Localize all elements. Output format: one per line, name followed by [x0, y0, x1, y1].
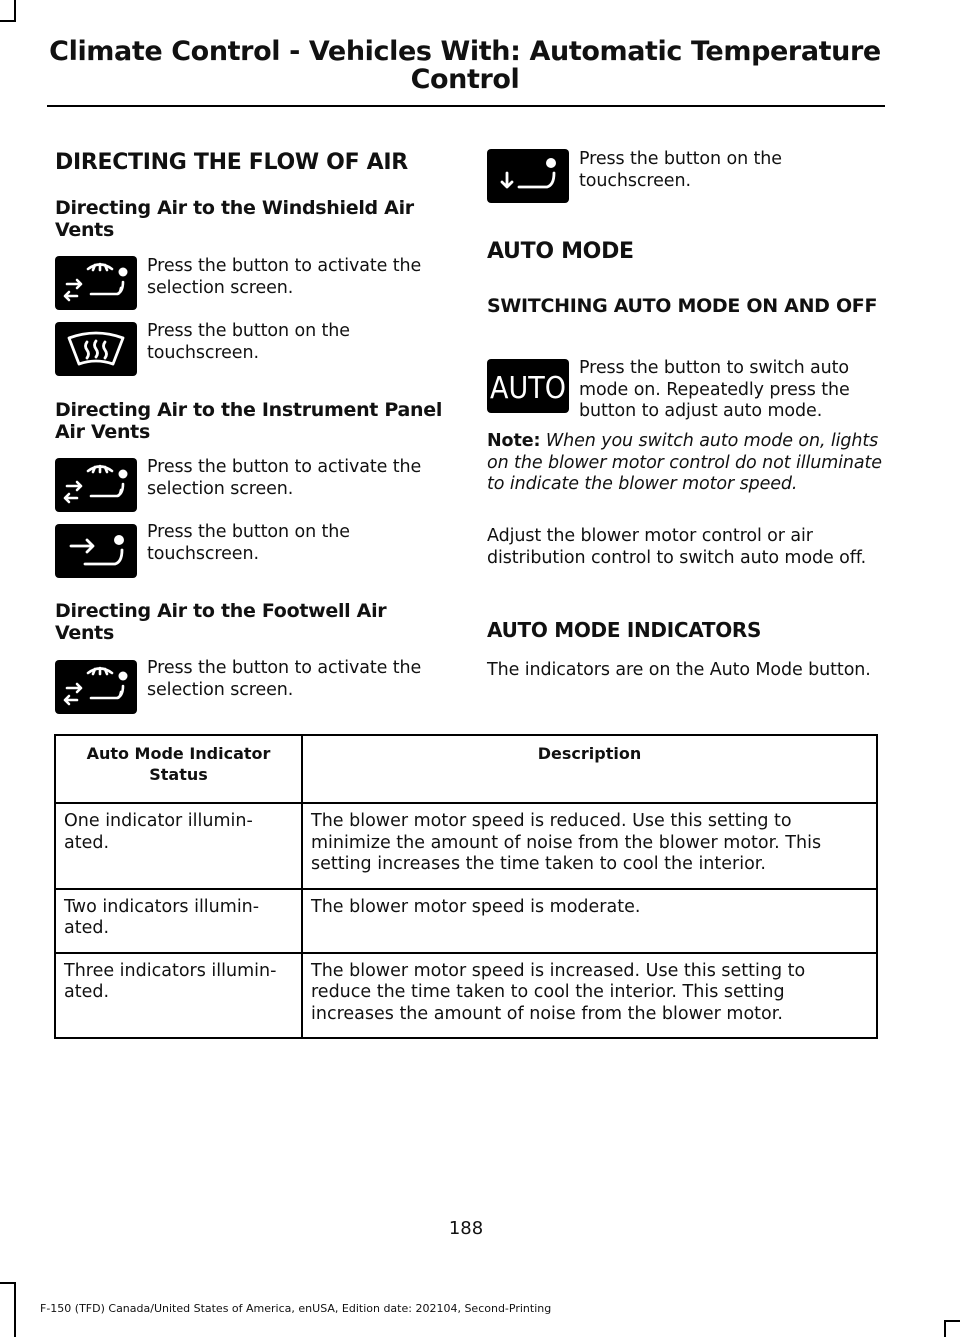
table-row	[55, 889, 877, 953]
heading-switching-auto-mode: SWITCHING AUTO MODE ON AND OFF	[487, 295, 878, 317]
auto-mode-indicator-table	[54, 734, 878, 1039]
table-header-row	[55, 735, 877, 803]
note-text: When you switch auto mode on, lights on the blower motor control do not illuminate to indicate the blower motor speed.	[487, 431, 882, 494]
panel-step-1: Press the button to activate the selection screen.	[147, 457, 422, 499]
table-row	[55, 803, 877, 889]
crop-mark	[14, 1282, 16, 1337]
section-title-auto-mode: AUTO MODE	[487, 239, 634, 264]
auto-mode-step: Press the button to switch auto mode on. Repeatedly press the button to adjust auto mode.	[579, 358, 850, 421]
panel-step-2: Press the button on the touchscreen.	[147, 522, 350, 564]
note-label: Note:	[487, 431, 541, 451]
heading-panel-vents: Directing Air to the Instrument Panel Air Vents	[55, 399, 443, 443]
crop-mark	[944, 1320, 960, 1322]
windshield-step-2: Press the button on the touchscreen.	[147, 321, 350, 363]
status-cell: One indicator illumin-ated.	[55, 803, 302, 889]
footwell-step-1: Press the button to activate the selection screen.	[147, 658, 422, 700]
section-title-directing-flow: DIRECTING THE FLOW OF AIR	[55, 150, 408, 175]
air-distribution-select-icon	[55, 660, 137, 714]
auto-mode-note	[487, 431, 882, 496]
heading-windshield-vents: Directing Air to the Windshield Air Vents	[55, 197, 414, 241]
crop-mark	[944, 1320, 946, 1337]
heading-footwell-vents: Directing Air to the Footwell Air Vents	[55, 600, 387, 644]
footer-edition-info: F-150 (TFD) Canada/United States of America, enUSA, Edition date: 202104, Second-Printing	[40, 1302, 552, 1315]
crop-mark	[0, 20, 16, 22]
air-distribution-select-icon	[55, 458, 137, 512]
crop-mark	[14, 0, 16, 22]
status-cell: Two indicators illumin-ated.	[55, 889, 302, 953]
description-cell: The blower motor speed is increased. Use this setting to reduce the time taken to cool the interior. This setting increases the amount of noise from the blower motor.	[302, 953, 877, 1039]
header-divider	[47, 105, 885, 107]
auto-mode-off-instruction: Adjust the blower motor control or air distribution control to switch auto mode off.	[487, 526, 867, 568]
auto-icon-label: AUTO	[490, 371, 566, 406]
windshield-step-1: Press the button to activate the selection screen.	[147, 256, 422, 298]
heading-auto-mode-indicators: AUTO MODE INDICATORS	[487, 618, 762, 642]
column-header-status: Auto Mode Indicator Status	[55, 735, 302, 803]
status-cell: Three indicators illumin-ated.	[55, 953, 302, 1039]
indicators-intro: The indicators are on the Auto Mode button.	[487, 660, 871, 680]
footwell-vent-icon[interactable]	[487, 149, 569, 203]
crop-mark	[0, 1282, 16, 1284]
windshield-defrost-icon[interactable]	[55, 322, 137, 376]
column-header-description: Description	[302, 735, 877, 803]
panel-vent-icon[interactable]	[55, 524, 137, 578]
auto-mode-button-icon[interactable]	[487, 359, 569, 413]
description-cell: The blower motor speed is moderate.	[302, 889, 877, 953]
page-header-title: Climate Control - Vehicles With: Automatic Temperature Control	[49, 36, 881, 95]
air-distribution-select-icon	[55, 256, 137, 310]
page-number: 188	[448, 1218, 484, 1239]
footwell-step-2: Press the button on the touchscreen.	[579, 149, 782, 191]
table-row	[55, 953, 877, 1039]
description-cell: The blower motor speed is reduced. Use this setting to minimize the amount of noise from the blower motor. This setting increases the time taken to cool the interior.	[302, 803, 877, 889]
